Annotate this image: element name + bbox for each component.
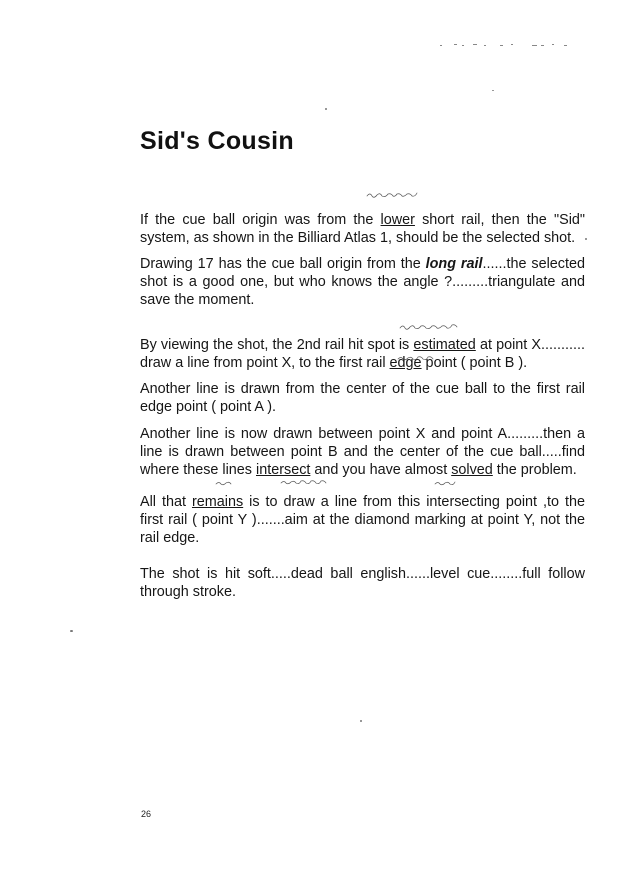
paragraph-5-text: the problem. — [492, 462, 577, 478]
underlined-word: lower — [380, 212, 415, 228]
page-title: Sid's Cousin — [140, 127, 295, 155]
paragraph-5 — [140, 425, 585, 479]
scan-speck — [585, 238, 587, 240]
scan-speck — [325, 108, 327, 110]
paragraph-6-text: is to draw a line from this intersecting point ,to the first rail ( point Y ).......aim at the diamond marking at point Y, not the rail edge. — [140, 494, 585, 546]
paragraph-7 — [140, 565, 585, 601]
paragraph-3-text: point ( point B ). — [421, 355, 528, 371]
paragraph-2 — [140, 255, 585, 309]
scan-speck — [70, 630, 73, 632]
emphasized-term: long rail — [425, 256, 483, 272]
paragraph-4-text: Another line is drawn from the center of the cue ball to the first rail edge point ( point A ). — [140, 381, 585, 415]
paragraph-1-text: short rail, then the "Sid" system, as shown in the Billiard Atlas 1, should be the selected shot. — [140, 212, 585, 246]
page-number: 26 — [141, 809, 152, 819]
paragraph-3 — [140, 336, 585, 372]
paragraph-5-text: and you have almost — [310, 462, 452, 478]
paragraph-1 — [140, 211, 585, 247]
paragraph-6 — [140, 493, 585, 547]
paragraph-3-text: By viewing the shot, the 2nd rail hit spot is — [140, 337, 414, 353]
paragraph-5-text: Another line is now drawn between point X and point A.........then a line is drawn between point B and the center of the cue ball.....find where these lines — [140, 426, 585, 478]
scan-speck — [492, 90, 494, 91]
underlined-word: remains — [191, 494, 244, 510]
paragraph-6-text: All that — [140, 494, 192, 510]
underlined-word: intersect — [256, 462, 311, 478]
scan-noise-marks — [440, 42, 570, 48]
paragraph-7-text: The shot is hit soft.....dead ball english......level cue........full follow through stroke. — [140, 566, 585, 600]
underlined-word: solved — [451, 462, 493, 478]
underlined-word: edge — [389, 355, 422, 371]
scan-speck — [360, 720, 362, 722]
paragraph-2-text: ......the selected shot is a good one, but who knows the angle ?.........triangulate and save the moment. — [140, 256, 586, 308]
paragraph-3-text: at point X........... draw a line from point X, to the first rail — [140, 337, 586, 371]
paragraph-1-text: If the cue ball origin was from the — [140, 212, 381, 228]
paragraph-2-text: Drawing 17 has the cue ball origin from the — [140, 256, 426, 272]
paragraph-4 — [140, 380, 585, 416]
underlined-word: estimated — [413, 337, 476, 353]
